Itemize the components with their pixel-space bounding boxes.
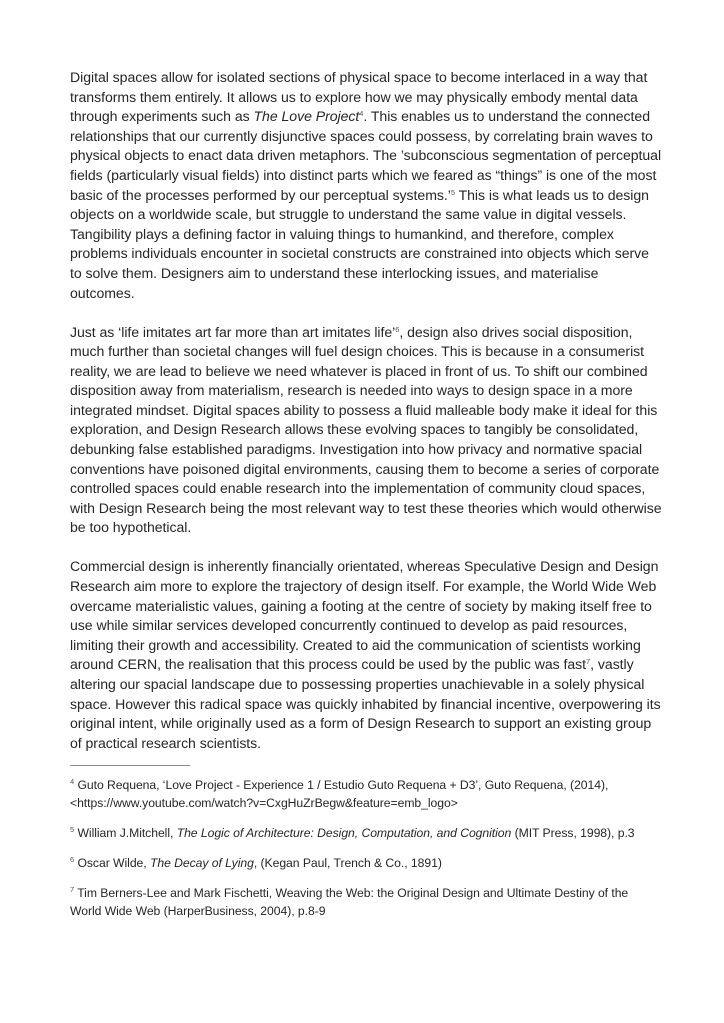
footnote-italic-title: The Decay of Lying	[149, 856, 254, 871]
footnote-ref-5[interactable]: 5	[450, 187, 455, 197]
footnote-number: 6	[70, 855, 75, 865]
footnote-italic-title: The Logic of Architecture: Design, Computation, and Cognition	[176, 826, 512, 841]
footnote-ref-4[interactable]: 4	[359, 109, 364, 119]
footnote-number: 5	[70, 825, 75, 835]
footnote-text: Tim Berners-Lee and Mark Fischetti, Weaving the Web: the Original Design and Ultimate Destiny of the World Wide Web (HarperBusiness, 2004), p.8-9	[70, 886, 629, 919]
footnote-6	[70, 854, 662, 872]
footnote-text: Oscar Wilde,	[74, 856, 150, 871]
paragraph-text: . This enables us to understand the connected relationships that our currently disjunctive spaces could possess, by correlating brain waves to physical objects to enact data driven metaphors. The ’subconscious segmentation of perceptual fields (particularly visual fields) into distinct parts which we feared as “things” is one of the most basic of the processes performed by our perceptual systems.’	[70, 108, 662, 203]
footnote-7	[70, 884, 662, 920]
paragraph-text: , vastly altering our spacial landscape due to possessing properties unachievable in a solely physical space. However this radical space was quickly inhabited by financial incentive, overpowering its original intent, while originally used as a form of Design Research to support an existing group of practical research scientists.	[70, 656, 661, 751]
footnote-number: 7	[70, 885, 75, 895]
paragraph-text: , design also drives social disposition, much further than societal changes will fuel design choices. This is because in a consumerist reality, we are lead to believe we need whatever is placed in front of us. To shift our combined disposition away from materialism, research is needed into ways to design space in a more integrated mindset. Digital spaces ability to possess a fluid malleable body make it ideal for this exploration, and Design Research allows these evolving spaces to tangibly be consolidated, debunking false established paradigms. Investigation into how privacy and normative spacial conventions have poisoned digital environments, causing them to become a series of corporate controlled spaces could enable research into the implementation of community cloud spaces, with Design Research being the most relevant way to test these theories which would otherwise be too hypothetical.	[70, 323, 662, 536]
footnote-text: , (Kegan Paul, Trench & Co., 1891)	[253, 856, 442, 871]
footnote-number: 4	[70, 777, 75, 787]
footnote-4	[70, 776, 662, 812]
footnote-separator	[70, 765, 190, 766]
document-page	[70, 68, 662, 932]
footnote-5	[70, 824, 662, 842]
footnote-text: (MIT Press, 1998), p.3	[511, 826, 635, 841]
body-paragraph-1	[70, 68, 662, 303]
italic-title: The Love Project	[253, 108, 360, 125]
paragraph-text: Just as ‘life imitates art far more than art imitates life’	[70, 323, 396, 340]
paragraph-text: Commercial design is inherently financially orientated, whereas Speculative Design and Design Research aim more to explore the trajectory of design itself. For example, the World Wide Web overcame materialistic values, gaining a footing at the centre of society by making itself free to use while similar services developed concurrently continued to develop as paid resources, limiting their growth and accessibility. Created to aid the communication of scientists working around CERN, the realisation that this process could be used by the public was fast	[70, 558, 659, 673]
footnote-ref-7[interactable]: 7	[586, 657, 591, 667]
body-paragraph-2	[70, 323, 662, 539]
footnote-text: Guto Requena, ‘Love Project - Experience 1 / Estudio Guto Requena + D3’, Guto Requena, (2014), <https://www.youtube.com/watch?v=CxgHuZrBegw&feature=emb_logo>	[70, 778, 609, 811]
footnote-text: William J.Mitchell,	[74, 826, 177, 841]
body-paragraph-3	[70, 557, 662, 753]
footnote-ref-6[interactable]: 6	[395, 324, 400, 334]
paragraph-text: This is what leads us to design objects on a worldwide scale, but struggle to understand the same value in digital vessels. Tangibility plays a defining factor in valuing things to humankind, and therefore, complex problems individuals encounter in societal constructs are constrained into objects which serve to solve them. Designers aim to understand these interlocking issues, and materialise outcomes.	[70, 186, 649, 301]
paragraph-text: Digital spaces allow for isolated sections of physical space to become interlaced in a way that transforms them entirely. It allows us to explore how we may physically embody mental data through experiments such as	[70, 69, 648, 125]
